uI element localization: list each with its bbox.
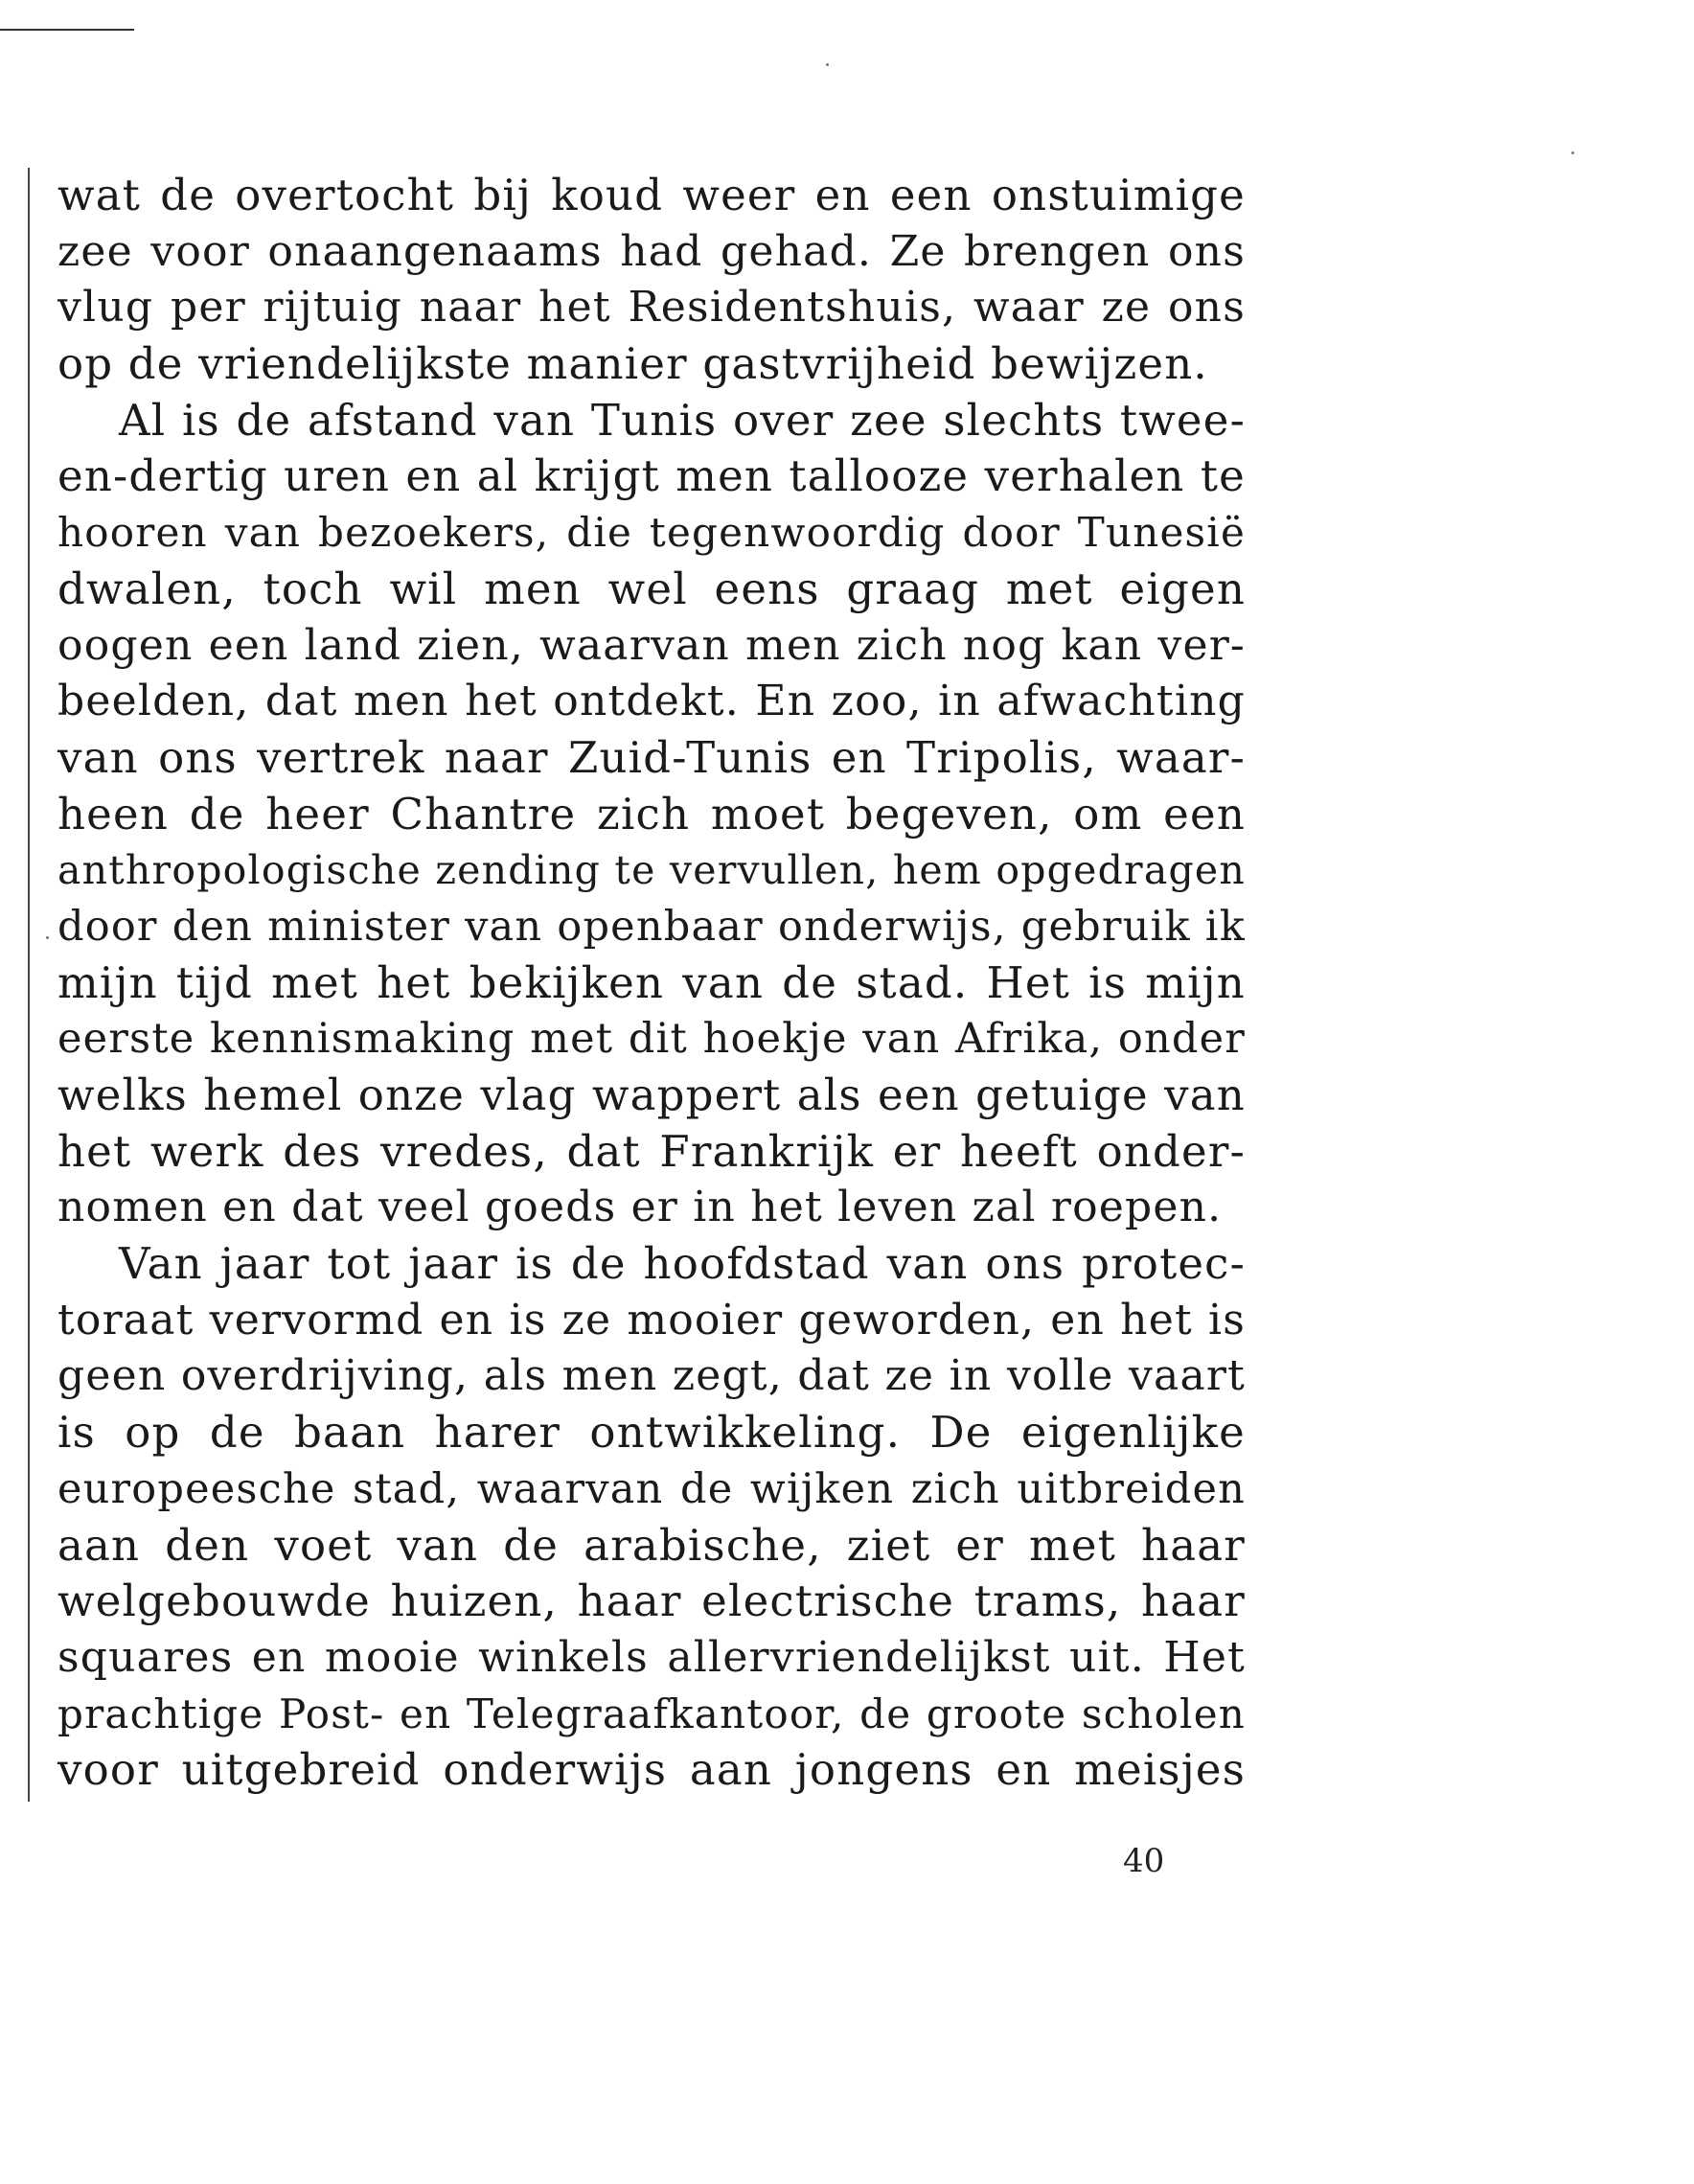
stray-mark: [1571, 151, 1574, 154]
text-line: aan den voet van de arabische, ziet er met haar: [57, 1519, 1246, 1571]
text-line: is op de baan harer ontwikkeling. De eigenlijke: [57, 1407, 1246, 1459]
text-line: wat de overtocht bij koud weer en een onstuimige: [57, 170, 1246, 220]
text-line: toraat vervormd en is ze mooier geworden, en het is: [57, 1295, 1246, 1345]
page-number: 40: [1123, 1842, 1165, 1880]
text-line: Al is de afstand van Tunis over zee slechts twee-: [119, 394, 1246, 446]
text-line: voor uitgebreid onderwijs aan jongens en meisjes: [57, 1744, 1246, 1796]
text-line: mijn tijd met het bekijken van de stad. Het is mijn: [57, 956, 1246, 1008]
body-text: [57, 168, 1246, 1799]
text-line: het werk des vredes, dat Frankrijk er heeft onder-: [57, 1125, 1246, 1177]
text-line: dwalen, toch wil men wel eens graag met eigen: [57, 563, 1246, 614]
text-line: eerste kennismaking met dit hoekje van Afrika, onder: [57, 1015, 1246, 1064]
text-line: vlug per rijtuig naar het Residentshuis, waar ze ons: [57, 283, 1246, 333]
text-line: van ons vertrek naar Zuid-Tunis en Tripolis, waar-: [57, 731, 1246, 783]
text-line: squares en mooie winkels allervriendelijkst uit. Het: [57, 1632, 1246, 1682]
text-line: oogen een land zien, waarvan men zich nog kan ver-: [57, 620, 1246, 670]
text-line: welgebouwde huizen, haar electrische trams, haar: [57, 1575, 1246, 1627]
text-line: europeesche stad, waarvan de wijken zich uitbreiden: [57, 1464, 1246, 1513]
margin-rule: [28, 168, 30, 1802]
stray-mark: [46, 936, 49, 939]
text-line: op de vriendelijkste manier gastvrijheid bewijzen.: [57, 338, 1208, 390]
text-line: welks hemel onze vlag wappert als een getuige van: [57, 1069, 1246, 1120]
text-line: nomen en dat veel goeds er in het leven zal roepen.: [57, 1183, 1223, 1232]
text-line: door den minister van openbaar onderwijs, gebruik ik: [57, 902, 1246, 951]
text-line: geen overdrijving, als men zegt, dat ze in volle vaart: [57, 1351, 1246, 1401]
top-rule: [0, 29, 134, 31]
text-line: beelden, dat men het ontdekt. En zoo, in afwachting: [57, 677, 1246, 726]
stray-mark: [826, 63, 829, 66]
text-line: Van jaar tot jaar is de hoofdstad van ons protec-: [119, 1238, 1246, 1290]
text-line: zee voor onaangenaams had gehad. Ze brengen ons: [57, 226, 1246, 276]
text-line: hooren van bezoekers, die tegenwoordig door Tunesië: [57, 509, 1246, 557]
text-line: heen de heer Chantre zich moet begeven, om een: [57, 788, 1246, 839]
text-line: prachtige Post- en Telegraafkantoor, de groote scholen: [57, 1690, 1246, 1737]
text-line: anthropologische zending te vervullen, hem opgedragen: [57, 847, 1246, 894]
text-line: en-dertig uren en al krijgt men tallooze verhalen te: [57, 450, 1246, 502]
